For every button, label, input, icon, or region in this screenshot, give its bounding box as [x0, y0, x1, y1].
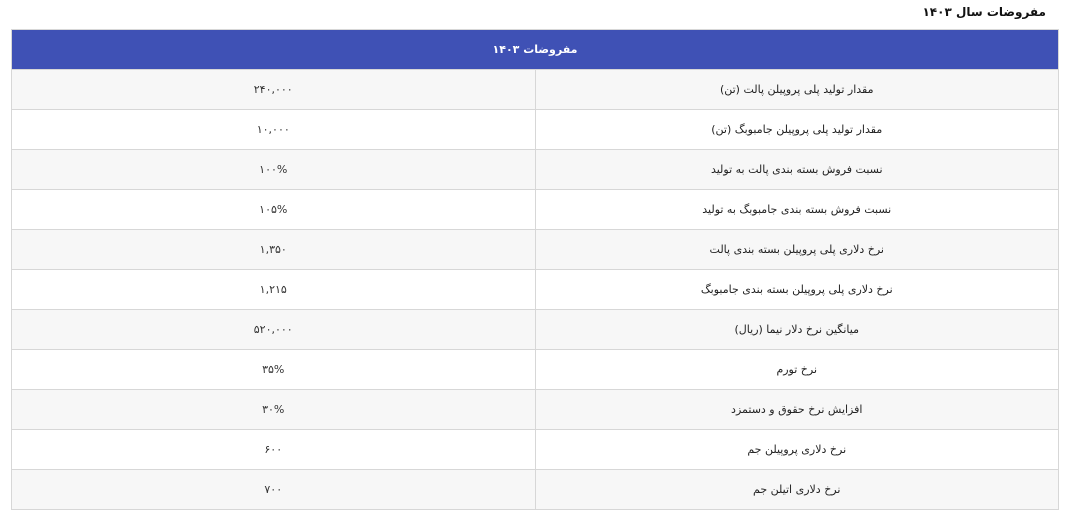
row-label: نرخ دلاری پلی پروپیلن بسته بندی پالت [535, 230, 1059, 270]
row-label: نسبت فروش بسته بندی جامبوبگ به تولید [535, 190, 1059, 230]
assumptions-table-container [11, 29, 1059, 510]
row-value: ۱,۳۵۰ [12, 230, 536, 270]
table-row [12, 430, 1059, 470]
row-value: ۶۰۰ [12, 430, 536, 470]
page-title: مفروضات سال ۱۴۰۳ [922, 5, 1046, 19]
table-row [12, 310, 1059, 350]
row-value: ۱۰,۰۰۰ [12, 110, 536, 150]
row-value: ۷۰۰ [12, 470, 536, 510]
table-row [12, 70, 1059, 110]
row-label: مقدار تولید پلی پروپیلن جامبوبگ (تن) [535, 110, 1059, 150]
row-label: نرخ دلاری پروپیلن جم [535, 430, 1059, 470]
table-row [12, 230, 1059, 270]
row-label: افزایش نرخ حقوق و دستمزد [535, 390, 1059, 430]
row-value: ۲۴۰,۰۰۰ [12, 70, 536, 110]
row-label: نسبت فروش بسته بندی پالت به تولید [535, 150, 1059, 190]
table-row [12, 110, 1059, 150]
table-header-row [12, 30, 1059, 70]
table-row [12, 390, 1059, 430]
row-value: ۳۰% [12, 390, 536, 430]
row-label: مقدار تولید پلی پروپیلن پالت (تن) [535, 70, 1059, 110]
row-label: نرخ دلاری اتیلن جم [535, 470, 1059, 510]
row-label: نرخ تورم [535, 350, 1059, 390]
row-value: ۳۵% [12, 350, 536, 390]
table-row [12, 350, 1059, 390]
assumptions-table [11, 29, 1059, 510]
row-value: ۱۰۰% [12, 150, 536, 190]
row-value: ۱,۲۱۵ [12, 270, 536, 310]
row-value: ۵۲۰,۰۰۰ [12, 310, 536, 350]
table-row [12, 190, 1059, 230]
row-value: ۱۰۵% [12, 190, 536, 230]
table-row [12, 470, 1059, 510]
row-label: میانگین نرخ دلار نیما (ریال) [535, 310, 1059, 350]
row-label: نرخ دلاری پلی پروپیلن بسته بندی جامبوبگ [535, 270, 1059, 310]
table-row [12, 270, 1059, 310]
table-header: مفروضات ۱۴۰۳ [12, 30, 1059, 70]
table-row [12, 150, 1059, 190]
